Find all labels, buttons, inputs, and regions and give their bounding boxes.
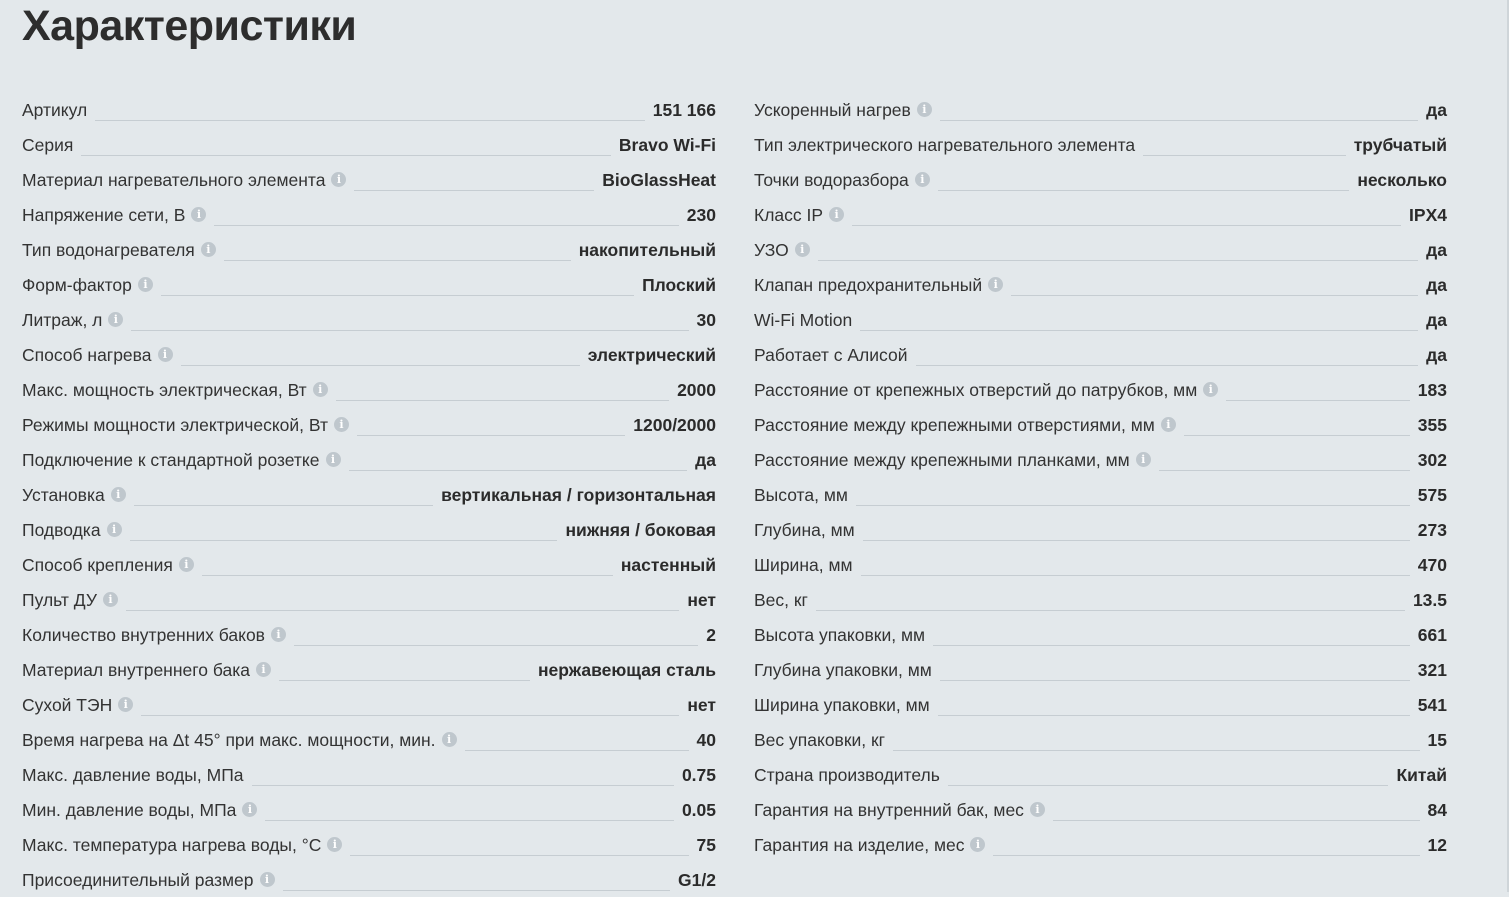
spec-row: [754, 582, 1447, 617]
spec-label-text: Способ крепления: [22, 554, 173, 575]
spec-value: нет: [687, 589, 716, 610]
info-icon[interactable]: i: [1136, 452, 1151, 467]
spec-label-text: Тип водонагревателя: [22, 239, 195, 260]
spec-row: [22, 442, 716, 477]
dotted-leader: [1184, 435, 1410, 436]
info-icon[interactable]: i: [158, 347, 173, 362]
spec-row: [22, 722, 716, 757]
info-icon[interactable]: i: [917, 102, 932, 117]
dotted-leader: [816, 610, 1405, 611]
spec-label-text: Гарантия на внутренний бак, мес: [754, 799, 1024, 820]
spec-label-text: Работает с Алисой: [754, 344, 908, 365]
specs-column-right: [754, 92, 1447, 862]
info-icon[interactable]: i: [829, 207, 844, 222]
dotted-leader: [940, 680, 1410, 681]
spec-label: [754, 695, 930, 715]
spec-label: [754, 310, 852, 330]
spec-label: [22, 555, 194, 575]
dotted-leader: [130, 540, 558, 541]
spec-label-text: Вес упаковки, кг: [754, 729, 886, 750]
spec-label: [754, 240, 810, 260]
spec-value: 230: [686, 204, 716, 225]
spec-row: [22, 792, 716, 827]
spec-label: [22, 100, 87, 120]
dotted-leader: [852, 225, 1401, 226]
dotted-leader: [95, 120, 644, 121]
spec-label: [22, 695, 133, 715]
spec-label: [22, 730, 457, 750]
dotted-leader: [265, 820, 674, 821]
spec-label-text: Подводка: [22, 519, 101, 540]
spec-label-text: Режимы мощности электрической, Вт: [22, 414, 329, 435]
dotted-leader: [818, 260, 1418, 261]
spec-label: [22, 380, 328, 400]
spec-label: [22, 625, 286, 645]
spec-row: [754, 162, 1447, 197]
spec-label-text: Материал нагревательного элемента: [22, 169, 326, 190]
spec-label: [22, 275, 153, 295]
spec-label: [754, 660, 932, 680]
spec-label-text: Страна производитель: [754, 764, 940, 785]
spec-label-text: Напряжение сети, В: [22, 204, 186, 225]
spec-row: [22, 302, 716, 337]
spec-label-text: Присоединительный размер: [22, 869, 254, 890]
spec-label-text: Глубина упаковки, мм: [754, 659, 932, 680]
info-icon[interactable]: i: [201, 242, 216, 257]
spec-label-text: Высота, мм: [754, 484, 848, 505]
spec-value: нижняя / боковая: [565, 519, 716, 540]
dotted-leader: [283, 890, 671, 891]
info-icon[interactable]: i: [1203, 382, 1218, 397]
spec-label: [22, 660, 271, 680]
spec-label: [22, 485, 126, 505]
spec-row: [22, 267, 716, 302]
spec-label-text: Пульт ДУ: [22, 589, 97, 610]
info-icon[interactable]: i: [179, 557, 194, 572]
dotted-leader: [252, 785, 674, 786]
dotted-leader: [279, 680, 530, 681]
dotted-leader: [181, 365, 580, 366]
spec-row: [22, 127, 716, 162]
spec-label: [22, 135, 73, 155]
dotted-leader: [1011, 295, 1418, 296]
spec-row: [754, 757, 1447, 792]
dotted-leader: [214, 225, 678, 226]
spec-label: [22, 765, 244, 785]
info-icon[interactable]: i: [271, 627, 286, 642]
spec-row: [754, 372, 1447, 407]
spec-label-text: Wi-Fi Motion: [754, 309, 853, 330]
spec-row: [754, 337, 1447, 372]
dotted-leader: [856, 505, 1410, 506]
spec-label: [22, 520, 122, 540]
spec-row: [754, 827, 1447, 862]
spec-value: 40: [696, 729, 716, 750]
spec-label: [754, 100, 932, 120]
info-icon[interactable]: i: [313, 382, 328, 397]
spec-row: [754, 92, 1447, 127]
spec-label: [754, 135, 1135, 155]
spec-label: [22, 240, 216, 260]
spec-label-text: Установка: [22, 484, 105, 505]
info-icon[interactable]: i: [191, 207, 206, 222]
spec-row: [22, 407, 716, 442]
spec-value: 0.05: [681, 799, 716, 820]
spec-row: [22, 827, 716, 862]
spec-label-text: Материал внутреннего бака: [22, 659, 250, 680]
dotted-leader: [350, 855, 688, 856]
spec-value: 661: [1417, 624, 1447, 645]
spec-value: 2000: [677, 379, 716, 400]
spec-value: 302: [1417, 449, 1447, 470]
dotted-leader: [354, 190, 594, 191]
spec-label: [22, 835, 342, 855]
spec-label-text: Макс. давление воды, МПа: [22, 764, 244, 785]
spec-value: 575: [1417, 484, 1447, 505]
spec-label-text: Сухой ТЭН: [22, 694, 113, 715]
spec-label: [754, 170, 930, 190]
spec-value: 84: [1427, 799, 1447, 820]
dotted-leader: [993, 855, 1419, 856]
dotted-leader: [349, 470, 688, 471]
spec-label: [22, 450, 341, 470]
spec-label-text: Серия: [22, 134, 74, 155]
spec-value: да: [1426, 344, 1447, 365]
spec-row: [22, 337, 716, 372]
spec-row: [754, 792, 1447, 827]
info-icon[interactable]: i: [970, 837, 985, 852]
spec-label: [754, 275, 1003, 295]
spec-value: 12: [1427, 834, 1447, 855]
dotted-leader: [1159, 470, 1410, 471]
spec-value: Китай: [1396, 764, 1447, 785]
spec-label: [754, 730, 885, 750]
spec-value: IPX4: [1409, 204, 1447, 225]
dotted-leader: [465, 750, 689, 751]
spec-row: [754, 127, 1447, 162]
spec-row: [754, 302, 1447, 337]
spec-row: [754, 652, 1447, 687]
spec-row: [754, 617, 1447, 652]
spec-value: 321: [1417, 659, 1447, 680]
spec-value: трубчатый: [1353, 134, 1447, 155]
info-icon[interactable]: i: [442, 732, 457, 747]
spec-value: 470: [1417, 554, 1447, 575]
spec-value: 15: [1427, 729, 1447, 750]
spec-row: [22, 547, 716, 582]
dotted-leader: [294, 645, 698, 646]
spec-row: [754, 232, 1447, 267]
spec-row: [22, 477, 716, 512]
spec-label-text: Расстояние от крепежных отверстий до патрубков, мм: [754, 379, 1198, 400]
info-icon[interactable]: i: [331, 172, 346, 187]
spec-label-text: Литраж, л: [22, 309, 103, 330]
spec-value: 75: [696, 834, 716, 855]
spec-value: G1/2: [678, 869, 716, 890]
dotted-leader: [938, 190, 1350, 191]
info-icon[interactable]: i: [138, 277, 153, 292]
spec-label: [754, 450, 1151, 470]
dotted-leader: [861, 575, 1410, 576]
spec-label-text: Гарантия на изделие, мес: [754, 834, 965, 855]
dotted-leader: [202, 575, 613, 576]
dotted-leader: [126, 610, 679, 611]
spec-row: [22, 512, 716, 547]
info-icon[interactable]: i: [334, 417, 349, 432]
info-icon[interactable]: i: [326, 452, 341, 467]
info-icon[interactable]: i: [111, 487, 126, 502]
spec-label-text: Ширина упаковки, мм: [754, 694, 930, 715]
spec-row: [754, 547, 1447, 582]
spec-value: Bravo Wi-Fi: [618, 134, 716, 155]
dotted-leader: [938, 715, 1410, 716]
spec-value: 30: [696, 309, 716, 330]
spec-label: [754, 590, 808, 610]
spec-value: 13.5: [1412, 589, 1447, 610]
spec-label-text: Форм-фактор: [22, 274, 132, 295]
spec-label: [22, 205, 206, 225]
spec-label-text: Ширина, мм: [754, 554, 853, 575]
spec-row: [22, 617, 716, 652]
dotted-leader: [336, 400, 669, 401]
spec-value: нержавеющая сталь: [537, 659, 716, 680]
spec-label: [22, 590, 118, 610]
info-icon[interactable]: i: [108, 312, 123, 327]
spec-value: Плоский: [642, 274, 716, 295]
spec-label-text: Клапан предохранительный: [754, 274, 983, 295]
spec-label: [754, 380, 1218, 400]
dotted-leader: [134, 505, 433, 506]
spec-label: [22, 345, 173, 365]
spec-row: [754, 407, 1447, 442]
spec-label: [754, 555, 853, 575]
spec-label-text: Расстояние между крепежными планками, мм: [754, 449, 1130, 470]
spec-value: настенный: [620, 554, 716, 575]
spec-value: да: [1426, 274, 1447, 295]
spec-label-text: Макс. мощность электрическая, Вт: [22, 379, 307, 400]
spec-value: да: [1426, 239, 1447, 260]
spec-value: несколько: [1357, 169, 1447, 190]
spec-value: 151 166: [652, 99, 716, 120]
spec-label: [22, 415, 349, 435]
spec-label: [22, 800, 257, 820]
info-icon[interactable]: i: [260, 872, 275, 887]
spec-value: да: [1426, 309, 1447, 330]
dotted-leader: [940, 120, 1418, 121]
info-icon[interactable]: i: [327, 837, 342, 852]
spec-value: вертикальная / горизонтальная: [441, 484, 716, 505]
spec-label-text: Подключение к стандартной розетке: [22, 449, 320, 470]
spec-label-text: Расстояние между крепежными отверстиями, мм: [754, 414, 1155, 435]
dotted-leader: [948, 785, 1389, 786]
spec-value: накопительный: [578, 239, 716, 260]
dotted-leader: [916, 365, 1419, 366]
spec-label: [22, 170, 346, 190]
info-icon[interactable]: i: [915, 172, 930, 187]
spec-row: [22, 757, 716, 792]
spec-label-text: Время нагрева на Δt 45° при макс. мощности, мин.: [22, 729, 436, 750]
dotted-leader: [1053, 820, 1420, 821]
dotted-leader: [81, 155, 611, 156]
spec-label-text: Ускоренный нагрев: [754, 99, 911, 120]
spec-row: [754, 442, 1447, 477]
spec-row: [22, 162, 716, 197]
spec-row: [22, 582, 716, 617]
dotted-leader: [1226, 400, 1410, 401]
spec-value: нет: [687, 694, 716, 715]
spec-label-text: Вес, кг: [754, 589, 808, 610]
spec-label-text: Количество внутренних баков: [22, 624, 265, 645]
spec-label-text: УЗО: [754, 239, 789, 260]
spec-value: электрический: [587, 344, 716, 365]
dotted-leader: [161, 295, 634, 296]
info-icon[interactable]: i: [256, 662, 271, 677]
spec-row: [754, 512, 1447, 547]
spec-label-text: Высота упаковки, мм: [754, 624, 926, 645]
spec-label-text: Тип электрического нагревательного элемента: [754, 134, 1136, 155]
spec-label: [754, 520, 855, 540]
spec-label: [754, 345, 908, 365]
info-icon[interactable]: i: [988, 277, 1003, 292]
spec-label: [754, 485, 848, 505]
info-icon[interactable]: i: [103, 592, 118, 607]
spec-label: [754, 625, 925, 645]
spec-value: да: [695, 449, 716, 470]
spec-row: [754, 477, 1447, 512]
spec-label-text: Артикул: [22, 99, 88, 120]
info-icon[interactable]: i: [1161, 417, 1176, 432]
spec-label: [754, 765, 940, 785]
spec-row: [754, 722, 1447, 757]
info-icon[interactable]: i: [242, 802, 257, 817]
spec-row: [22, 372, 716, 407]
info-icon[interactable]: i: [118, 697, 133, 712]
info-icon[interactable]: i: [1030, 802, 1045, 817]
spec-label-text: Способ нагрева: [22, 344, 152, 365]
spec-label: [754, 800, 1045, 820]
dotted-leader: [933, 645, 1410, 646]
info-icon[interactable]: i: [795, 242, 810, 257]
info-icon[interactable]: i: [107, 522, 122, 537]
specs-column-left: [22, 92, 716, 897]
spec-label: [754, 415, 1176, 435]
dotted-leader: [141, 715, 679, 716]
spec-row: [22, 652, 716, 687]
dotted-leader: [893, 750, 1419, 751]
spec-label: [22, 870, 275, 890]
spec-label-text: Макс. температура нагрева воды, °С: [22, 834, 322, 855]
spec-row: [754, 687, 1447, 722]
spec-value: 183: [1417, 379, 1447, 400]
spec-value: 273: [1417, 519, 1447, 540]
spec-row: [22, 92, 716, 127]
spec-value: да: [1426, 99, 1447, 120]
spec-label-text: Мин. давление воды, МПа: [22, 799, 237, 820]
spec-row: [22, 197, 716, 232]
spec-label-text: Глубина, мм: [754, 519, 855, 540]
spec-row: [754, 267, 1447, 302]
dotted-leader: [860, 330, 1418, 331]
spec-label-text: Точки водоразбора: [754, 169, 909, 190]
dotted-leader: [357, 435, 625, 436]
dotted-leader: [863, 540, 1410, 541]
spec-row: [22, 232, 716, 267]
page-title: Характеристики: [22, 2, 357, 50]
spec-value: 1200/2000: [633, 414, 716, 435]
spec-value: 0.75: [681, 764, 716, 785]
spec-label-text: Класс IP: [754, 204, 824, 225]
dotted-leader: [131, 330, 688, 331]
spec-value: 355: [1417, 414, 1447, 435]
spec-row: [22, 687, 716, 722]
spec-row: [754, 197, 1447, 232]
spec-value: 541: [1417, 694, 1447, 715]
spec-label: [22, 310, 123, 330]
spec-label: [754, 835, 985, 855]
spec-value: BioGlassHeat: [602, 169, 716, 190]
dotted-leader: [224, 260, 571, 261]
spec-value: 2: [706, 624, 716, 645]
spec-label: [754, 205, 844, 225]
dotted-leader: [1143, 155, 1346, 156]
